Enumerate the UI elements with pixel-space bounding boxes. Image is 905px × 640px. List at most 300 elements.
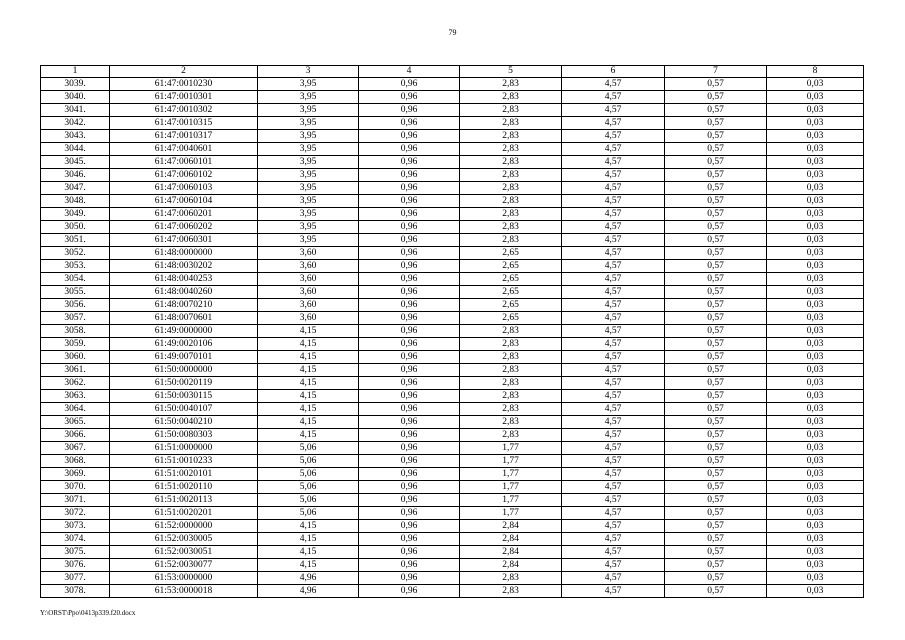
table-row: [41, 169, 864, 182]
table-cell: 0,96: [359, 143, 460, 156]
table-row: [41, 143, 864, 156]
table-cell: 0,96: [359, 546, 460, 559]
column-header: 4: [359, 66, 460, 78]
table-row: [41, 247, 864, 260]
column-header: 3: [258, 66, 359, 78]
table-cell: 0,96: [359, 416, 460, 429]
table-cell: 0,03: [767, 117, 864, 130]
table-cell: 5,06: [258, 468, 359, 481]
table-row: [41, 260, 864, 273]
table-cell: 0,03: [767, 455, 864, 468]
table-cell: 3078.: [41, 585, 110, 598]
table-cell: 0,96: [359, 221, 460, 234]
table-cell: 3067.: [41, 442, 110, 455]
table-cell: 0,57: [665, 195, 767, 208]
table-cell: 0,96: [359, 468, 460, 481]
table-cell: 2,83: [460, 91, 562, 104]
table-cell: 4,15: [258, 533, 359, 546]
table-cell: 0,96: [359, 260, 460, 273]
table-cell: 61:47:0040601: [110, 143, 258, 156]
table-cell: 0,03: [767, 221, 864, 234]
table-cell: 0,57: [665, 429, 767, 442]
table-cell: 4,57: [562, 325, 665, 338]
table-cell: 3039.: [41, 78, 110, 91]
table-cell: 3,95: [258, 130, 359, 143]
table-cell: 2,83: [460, 429, 562, 442]
table-cell: 0,03: [767, 104, 864, 117]
table-cell: 0,03: [767, 234, 864, 247]
table-cell: 0,96: [359, 312, 460, 325]
table-cell: 2,83: [460, 195, 562, 208]
table-cell: 3062.: [41, 377, 110, 390]
table-cell: 3,60: [258, 299, 359, 312]
table-cell: 3074.: [41, 533, 110, 546]
table-cell: 0,03: [767, 299, 864, 312]
table-cell: 3068.: [41, 455, 110, 468]
table-row: [41, 507, 864, 520]
table-cell: 5,06: [258, 442, 359, 455]
table-row: [41, 390, 864, 403]
table-cell: 0,96: [359, 455, 460, 468]
table-cell: 0,57: [665, 117, 767, 130]
table-row: [41, 572, 864, 585]
table-cell: 4,57: [562, 299, 665, 312]
table-cell: 3053.: [41, 260, 110, 273]
table-cell: 3041.: [41, 104, 110, 117]
table-cell: 0,96: [359, 195, 460, 208]
table-cell: 0,96: [359, 442, 460, 455]
table-cell: 0,57: [665, 481, 767, 494]
table-cell: 2,84: [460, 546, 562, 559]
table-cell: 3,60: [258, 247, 359, 260]
table-cell: 0,03: [767, 442, 864, 455]
table-cell: 0,57: [665, 130, 767, 143]
table-cell: 0,57: [665, 169, 767, 182]
table-cell: 61:47:0010301: [110, 91, 258, 104]
table-row: [41, 481, 864, 494]
table-row: [41, 455, 864, 468]
table-cell: 3057.: [41, 312, 110, 325]
table-cell: 4,15: [258, 429, 359, 442]
table-row: [41, 104, 864, 117]
table-cell: 4,15: [258, 351, 359, 364]
table-cell: 4,57: [562, 143, 665, 156]
table-cell: 4,15: [258, 416, 359, 429]
column-header: 8: [767, 66, 864, 78]
table-row: [41, 533, 864, 546]
table-cell: 61:52:0000000: [110, 520, 258, 533]
table-cell: 4,57: [562, 377, 665, 390]
table-cell: 3043.: [41, 130, 110, 143]
table-cell: 0,03: [767, 364, 864, 377]
table-cell: 1,77: [460, 494, 562, 507]
table-cell: 4,57: [562, 351, 665, 364]
table-cell: 3,60: [258, 312, 359, 325]
table-cell: 0,96: [359, 533, 460, 546]
table-cell: 0,03: [767, 403, 864, 416]
table-cell: 3044.: [41, 143, 110, 156]
table-cell: 3048.: [41, 195, 110, 208]
table-row: [41, 559, 864, 572]
table-cell: 3046.: [41, 169, 110, 182]
table-cell: 4,57: [562, 429, 665, 442]
table-cell: 0,57: [665, 507, 767, 520]
table-cell: 61:52:0030005: [110, 533, 258, 546]
table-row: [41, 130, 864, 143]
table-cell: 3072.: [41, 507, 110, 520]
table-cell: 0,57: [665, 520, 767, 533]
table-cell: 4,57: [562, 260, 665, 273]
table-row: [41, 377, 864, 390]
table-cell: 61:48:0040253: [110, 273, 258, 286]
table-cell: 0,57: [665, 78, 767, 91]
table-cell: 2,83: [460, 208, 562, 221]
table-cell: 2,83: [460, 390, 562, 403]
table-cell: 1,77: [460, 455, 562, 468]
table-cell: 4,57: [562, 494, 665, 507]
table-cell: 1,77: [460, 481, 562, 494]
table-cell: 4,57: [562, 416, 665, 429]
table-cell: 0,57: [665, 247, 767, 260]
table-row: [41, 78, 864, 91]
table-cell: 2,83: [460, 403, 562, 416]
table-cell: 4,57: [562, 403, 665, 416]
table-row: [41, 221, 864, 234]
page-number: 79: [448, 28, 457, 37]
table-cell: 0,57: [665, 585, 767, 598]
table-row: [41, 520, 864, 533]
table-cell: 2,84: [460, 520, 562, 533]
table-cell: 2,83: [460, 234, 562, 247]
table-cell: 0,57: [665, 91, 767, 104]
table-cell: 3070.: [41, 481, 110, 494]
table-cell: 0,57: [665, 104, 767, 117]
table-cell: 0,03: [767, 351, 864, 364]
table-cell: 61:50:0000000: [110, 364, 258, 377]
table-row: [41, 325, 864, 338]
column-header: 5: [460, 66, 562, 78]
table-cell: 61:48:0040260: [110, 286, 258, 299]
table-cell: 4,57: [562, 338, 665, 351]
table-cell: 2,83: [460, 169, 562, 182]
table-cell: 0,96: [359, 286, 460, 299]
table-cell: 0,03: [767, 208, 864, 221]
table-row: [41, 338, 864, 351]
table-cell: 0,03: [767, 156, 864, 169]
table-cell: 3042.: [41, 117, 110, 130]
table-cell: 3,60: [258, 273, 359, 286]
table-cell: 0,03: [767, 91, 864, 104]
column-header: 1: [41, 66, 110, 78]
table-cell: 3,95: [258, 143, 359, 156]
table-cell: 0,96: [359, 364, 460, 377]
data-table-container: [40, 65, 863, 598]
table-cell: 2,83: [460, 364, 562, 377]
table-cell: 0,57: [665, 182, 767, 195]
table-cell: 0,96: [359, 338, 460, 351]
table-cell: 0,57: [665, 494, 767, 507]
table-cell: 4,57: [562, 546, 665, 559]
table-cell: 4,57: [562, 572, 665, 585]
table-cell: 0,57: [665, 442, 767, 455]
table-cell: 4,15: [258, 390, 359, 403]
table-cell: 0,03: [767, 585, 864, 598]
table-cell: 0,96: [359, 78, 460, 91]
table-cell: 61:50:0030115: [110, 390, 258, 403]
table-cell: 2,65: [460, 247, 562, 260]
table-cell: 0,03: [767, 429, 864, 442]
table-cell: 2,83: [460, 377, 562, 390]
table-cell: 0,57: [665, 390, 767, 403]
table-cell: 0,57: [665, 546, 767, 559]
table-cell: 3059.: [41, 338, 110, 351]
table-cell: 5,06: [258, 494, 359, 507]
table-row: [41, 156, 864, 169]
table-cell: 4,57: [562, 91, 665, 104]
table-cell: 4,57: [562, 273, 665, 286]
table-cell: 3063.: [41, 390, 110, 403]
table-cell: 3064.: [41, 403, 110, 416]
table-cell: 3052.: [41, 247, 110, 260]
table-cell: 61:48:0070601: [110, 312, 258, 325]
table-cell: 0,96: [359, 130, 460, 143]
table-cell: 3047.: [41, 182, 110, 195]
table-cell: 61:51:0010233: [110, 455, 258, 468]
table-cell: 3040.: [41, 91, 110, 104]
table-cell: 61:47:0010315: [110, 117, 258, 130]
table-cell: 4,57: [562, 312, 665, 325]
table-cell: 0,57: [665, 312, 767, 325]
table-row: [41, 117, 864, 130]
table-cell: 5,06: [258, 507, 359, 520]
table-cell: 0,57: [665, 273, 767, 286]
table-cell: 0,96: [359, 559, 460, 572]
table-cell: 0,96: [359, 507, 460, 520]
table-cell: 3,95: [258, 234, 359, 247]
table-cell: 3061.: [41, 364, 110, 377]
table-cell: 4,57: [562, 182, 665, 195]
table-cell: 4,57: [562, 130, 665, 143]
table-cell: 61:53:0000000: [110, 572, 258, 585]
table-cell: 2,65: [460, 299, 562, 312]
table-cell: 0,57: [665, 559, 767, 572]
table-cell: 4,57: [562, 195, 665, 208]
table-cell: 61:50:0040210: [110, 416, 258, 429]
table-cell: 0,96: [359, 208, 460, 221]
table-cell: 0,03: [767, 247, 864, 260]
table-row: [41, 416, 864, 429]
table-cell: 2,83: [460, 156, 562, 169]
table-cell: 3073.: [41, 520, 110, 533]
table-cell: 61:48:0030202: [110, 260, 258, 273]
table-cell: 4,96: [258, 572, 359, 585]
table-cell: 5,06: [258, 481, 359, 494]
table-cell: 4,57: [562, 507, 665, 520]
table-cell: 3,95: [258, 104, 359, 117]
table-cell: 61:47:0060101: [110, 156, 258, 169]
table-cell: 0,57: [665, 351, 767, 364]
table-cell: 2,83: [460, 130, 562, 143]
table-cell: 4,57: [562, 78, 665, 91]
table-cell: 3055.: [41, 286, 110, 299]
table-cell: 4,57: [562, 585, 665, 598]
table-cell: 0,03: [767, 130, 864, 143]
table-row: [41, 364, 864, 377]
table-cell: 3,95: [258, 208, 359, 221]
table-cell: 0,03: [767, 182, 864, 195]
table-cell: 3,95: [258, 182, 359, 195]
table-cell: 0,03: [767, 572, 864, 585]
table-cell: 3076.: [41, 559, 110, 572]
table-cell: 0,96: [359, 572, 460, 585]
table-cell: 4,15: [258, 377, 359, 390]
table-cell: 4,57: [562, 104, 665, 117]
table-cell: 61:51:0020101: [110, 468, 258, 481]
table-cell: 0,96: [359, 520, 460, 533]
table-cell: 3060.: [41, 351, 110, 364]
column-header: 6: [562, 66, 665, 78]
table-cell: 61:47:0010230: [110, 78, 258, 91]
table-cell: 0,96: [359, 481, 460, 494]
table-cell: 0,03: [767, 377, 864, 390]
table-row: [41, 546, 864, 559]
table-cell: 61:51:0020201: [110, 507, 258, 520]
table-cell: 2,83: [460, 78, 562, 91]
table-row: [41, 312, 864, 325]
table-row: [41, 468, 864, 481]
table-cell: 0,57: [665, 533, 767, 546]
table-cell: 61:52:0030077: [110, 559, 258, 572]
table-cell: 61:53:0000018: [110, 585, 258, 598]
table-cell: 3056.: [41, 299, 110, 312]
table-row: [41, 442, 864, 455]
table-cell: 2,65: [460, 286, 562, 299]
table-cell: 3,60: [258, 286, 359, 299]
table-cell: 0,03: [767, 78, 864, 91]
table-cell: 0,03: [767, 520, 864, 533]
table-cell: 0,57: [665, 364, 767, 377]
table-cell: 61:50:0040107: [110, 403, 258, 416]
table-cell: 4,57: [562, 234, 665, 247]
table-cell: 0,57: [665, 156, 767, 169]
table-cell: 3,95: [258, 221, 359, 234]
table-cell: 1,77: [460, 507, 562, 520]
table-cell: 3058.: [41, 325, 110, 338]
table-cell: 2,83: [460, 338, 562, 351]
table-cell: 4,57: [562, 533, 665, 546]
table-cell: 3,95: [258, 195, 359, 208]
table-cell: 0,96: [359, 182, 460, 195]
table-cell: 61:47:0060202: [110, 221, 258, 234]
table-cell: 2,83: [460, 572, 562, 585]
table-cell: 1,77: [460, 442, 562, 455]
table-cell: 0,03: [767, 416, 864, 429]
table-cell: 2,83: [460, 416, 562, 429]
table-cell: 2,84: [460, 533, 562, 546]
table-cell: 0,96: [359, 273, 460, 286]
table-cell: 61:50:0020119: [110, 377, 258, 390]
table-cell: 0,57: [665, 455, 767, 468]
table-cell: 5,06: [258, 455, 359, 468]
table-cell: 61:51:0020113: [110, 494, 258, 507]
table-cell: 0,57: [665, 234, 767, 247]
table-cell: 0,57: [665, 377, 767, 390]
table-cell: 0,96: [359, 377, 460, 390]
table-cell: 4,57: [562, 117, 665, 130]
table-cell: 4,57: [562, 442, 665, 455]
table-cell: 0,57: [665, 403, 767, 416]
table-row: [41, 234, 864, 247]
table-cell: 4,57: [562, 247, 665, 260]
table-cell: 61:49:0000000: [110, 325, 258, 338]
table-cell: 2,83: [460, 351, 562, 364]
table-cell: 2,65: [460, 260, 562, 273]
table-cell: 3,95: [258, 156, 359, 169]
table-cell: 61:49:0070101: [110, 351, 258, 364]
table-cell: 3050.: [41, 221, 110, 234]
table-cell: 2,83: [460, 221, 562, 234]
table-row: [41, 494, 864, 507]
table-cell: 0,03: [767, 195, 864, 208]
table-cell: 4,57: [562, 559, 665, 572]
table-row: [41, 585, 864, 598]
table-row: [41, 286, 864, 299]
table-cell: 3066.: [41, 429, 110, 442]
table-cell: 3051.: [41, 234, 110, 247]
table-cell: 2,83: [460, 104, 562, 117]
table-cell: 61:47:0060102: [110, 169, 258, 182]
table-cell: 2,83: [460, 325, 562, 338]
table-cell: 4,15: [258, 559, 359, 572]
table-cell: 61:47:0060104: [110, 195, 258, 208]
table-cell: 4,15: [258, 325, 359, 338]
table-cell: 0,96: [359, 247, 460, 260]
table-cell: 3071.: [41, 494, 110, 507]
table-cell: 0,03: [767, 390, 864, 403]
table-cell: 4,15: [258, 364, 359, 377]
data-table: [40, 65, 864, 598]
table-cell: 3077.: [41, 572, 110, 585]
table-cell: 0,57: [665, 143, 767, 156]
table-cell: 4,57: [562, 390, 665, 403]
table-cell: 4,15: [258, 520, 359, 533]
table-cell: 0,96: [359, 117, 460, 130]
table-cell: 0,96: [359, 429, 460, 442]
table-cell: 4,57: [562, 481, 665, 494]
table-cell: 3,95: [258, 91, 359, 104]
table-cell: 0,03: [767, 494, 864, 507]
table-row: [41, 429, 864, 442]
table-cell: 4,57: [562, 169, 665, 182]
table-cell: 61:49:0020106: [110, 338, 258, 351]
table-cell: 4,57: [562, 455, 665, 468]
table-cell: 0,03: [767, 286, 864, 299]
table-cell: 0,57: [665, 468, 767, 481]
table-cell: 4,15: [258, 546, 359, 559]
table-cell: 61:51:0020110: [110, 481, 258, 494]
table-cell: 3,95: [258, 117, 359, 130]
table-cell: 0,57: [665, 286, 767, 299]
table-cell: 0,03: [767, 468, 864, 481]
table-cell: 0,03: [767, 481, 864, 494]
table-cell: 2,83: [460, 117, 562, 130]
table-body: [41, 78, 864, 598]
table-cell: 61:47:0060301: [110, 234, 258, 247]
table-cell: 0,57: [665, 221, 767, 234]
table-cell: 0,57: [665, 572, 767, 585]
table-cell: 61:47:0060201: [110, 208, 258, 221]
table-cell: 0,03: [767, 559, 864, 572]
